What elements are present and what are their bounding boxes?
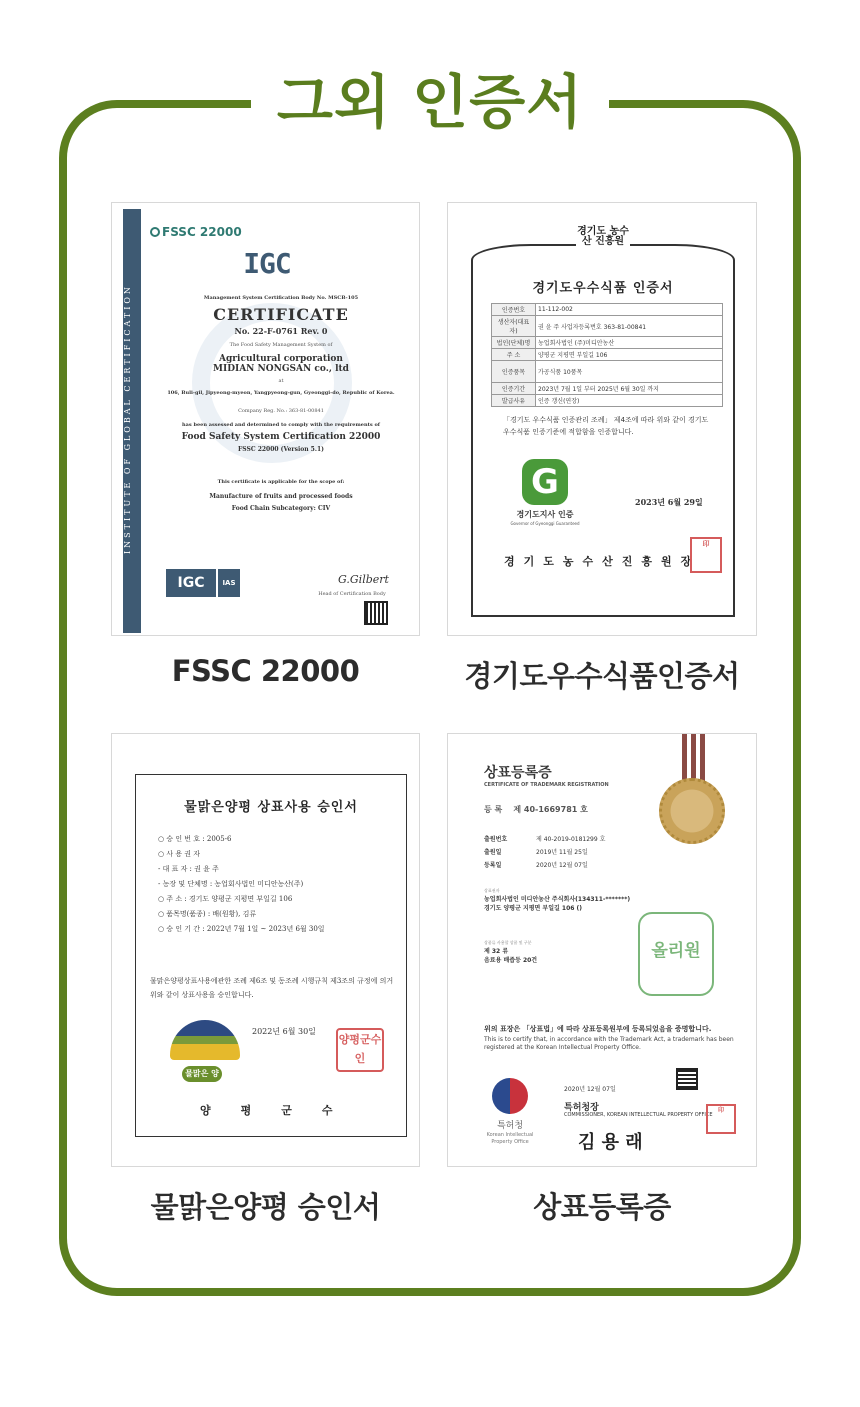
g-mark-sub: Governor of Gyeonggi Guaranteed	[510, 521, 580, 526]
subcategory: Food Chain Subcategory: CIV	[231, 505, 331, 512]
list-item: ○ 승 인 기 간 : 2022년 7월 1일 ~ 2023년 6월 30일	[158, 925, 325, 933]
list-item: ○ 품목명(품종) : 배(원황), 김류	[158, 910, 257, 918]
doc-border	[135, 774, 407, 1137]
caption-gyeonggi: 경기도우수식품인증서	[464, 659, 740, 693]
list-item: ○ 승 인 번 호 : 2005-6	[158, 835, 232, 843]
kipo-label: 특허청	[496, 1121, 524, 1131]
goods-info: 상품류 사용할 상품 및 구분 제 32 류 음료용 배즙등 20건	[484, 940, 538, 964]
list-item: ○ 사 용 권 자	[158, 850, 201, 858]
table-row: 법인(단체)명 농업회사법인 (주)미디안농산	[492, 337, 723, 349]
org-line-1: Agricultural corporation	[219, 354, 343, 364]
sign-title: Head of Certification Body	[318, 591, 386, 597]
official-stamp: 양평군수인	[336, 1028, 384, 1072]
list-item: ○ 주 소 : 경기도 양평군 지평면 부일길 106	[158, 895, 293, 903]
statement: 위의 표장은 「상표법」에 따라 상표등록원부에 등록되었음을 증명합니다.	[484, 1025, 712, 1033]
gold-seal-icon	[659, 778, 725, 844]
info-row: 등록일 2020년 12월 07일	[484, 862, 588, 869]
issuer-name: 양평군수	[200, 1104, 363, 1117]
igc-badge: IGC	[166, 569, 216, 597]
certificate-image-fssc	[111, 202, 420, 636]
certificate-image-gyeonggi	[447, 202, 757, 636]
office-title-en: COMMISSIONER, KOREAN INTELLECTUAL PROPERTY OFFICE	[564, 1112, 713, 1118]
body-line: Management System Certification Body No. MSCB-105	[203, 295, 359, 301]
official-stamp-icon: 印	[690, 537, 722, 573]
cert-intro: The Food Safety Management System of	[229, 342, 333, 348]
office-title: 특허청장	[564, 1103, 599, 1113]
caption-trademark: 상표등록증	[533, 1190, 671, 1224]
g-mark-label: 경기도지사 인증	[516, 510, 574, 519]
emblem-label: 물맑은 양평	[182, 1066, 222, 1082]
assessed-text: has been assessed and determined to comply with the requirements of	[182, 422, 380, 428]
table-row: 인증기간 2023년 7월 1일 부터 2025년 6월 30일 까지	[492, 383, 723, 395]
standard-name: Food Safety System Certification 22000	[181, 432, 381, 442]
info-row: 출원일 2019년 11월 25일	[484, 849, 588, 856]
reg-number: Company Reg. No.: 363-81-00841	[238, 408, 324, 414]
org-line-2: MIDIAN NONGSAN co., ltd	[213, 364, 349, 374]
list-item: - 농장 및 단체명 : 농업회사법인 미디안농산(주)	[158, 880, 304, 888]
standard-version: FSSC 22000 (Version 5.1)	[238, 446, 324, 453]
scope-intro: This certificate is applicable for the scope of:	[217, 479, 345, 485]
page-title: 그외 인증서	[251, 62, 609, 142]
table-row: 생산자(대표자) 권 윤 주 사업자등록번호 363-81-00841	[492, 316, 723, 337]
signature: G.Gilbert	[338, 573, 389, 586]
scope-text: Manufacture of fruits and processed foods	[209, 493, 353, 500]
at-text: at	[278, 378, 284, 384]
caption-yangpyeong: 물맑은양평 승인서	[150, 1190, 381, 1224]
table-row: 주 소 양평군 지평면 부일길 106	[492, 349, 723, 361]
ias-badge: IAS	[218, 569, 240, 597]
issue-date: 2020년 12월 07일	[564, 1086, 616, 1093]
doc-heading: 경기도우수식품 인증서	[532, 281, 674, 296]
certificate-image-trademark	[447, 733, 757, 1167]
official-stamp-icon: 印	[706, 1104, 736, 1134]
doc-heading: 상표등록증	[484, 765, 552, 781]
table-row: 인증품목 가공식품 10품목	[492, 361, 723, 383]
igc-logo: IGC	[243, 247, 291, 280]
cert-number: No. 22-F-0761 Rev. 0	[234, 326, 328, 336]
address: 106, Buli-gil, Jipyeong-myeon, Yangpyeong-gun, Gyeonggi-do, Republic of Korea.	[167, 390, 395, 396]
kipo-sub: Korean Intellectual Property Office	[486, 1132, 534, 1145]
trademark-logo: 올리원	[651, 941, 701, 961]
caption-fssc: FSSC 22000	[171, 654, 360, 688]
doc-body: 물맑은양평상표사용에관한 조례 제6조 및 동조례 시행규칙 제3조의 규정에 의거 위와 같이 상표사용을 승인합니다.	[150, 977, 394, 999]
issue-date: 2023년 6월 29일	[635, 497, 703, 507]
fssc-logo: FSSC 22000	[150, 225, 242, 239]
qr-code-icon	[364, 601, 388, 625]
signature: 김 용 래	[578, 1132, 643, 1153]
statement-en: This is to certify that, in accordance with the Trademark Act, a trademark has been registered at the Korean Intellectual Property Office.	[484, 1036, 734, 1051]
doc-heading: 물맑은양평 상표사용 승인서	[184, 800, 358, 815]
table-row: 인증번호 11-112-002	[492, 304, 723, 316]
item-list	[158, 832, 398, 937]
info-table	[491, 303, 723, 407]
cert-heading: CERTIFICATE	[213, 305, 349, 324]
certificate-image-yangpyeong	[111, 733, 420, 1167]
issuer-logo: 경기도 농수산 진흥원	[577, 226, 629, 247]
issuer-name: 경기도농수산진흥원장	[504, 555, 701, 568]
side-bar-text: INSTITUTE OF GLOBAL CERTIFICATION	[123, 209, 141, 633]
info-row: 출원번호 제 40-2019-0181299 호	[484, 836, 606, 843]
kipo-logo-icon	[492, 1078, 528, 1114]
registration-number: 등 록 제 40-1669781 호	[484, 805, 588, 814]
issue-date: 2022년 6월 30일	[252, 1027, 316, 1036]
doc-heading-en: CERTIFICATE OF TRADEMARK REGISTRATION	[484, 782, 609, 788]
g-mark-icon: G	[522, 459, 568, 505]
owner-info: 상표권자 농업회사법인 미디안농산 주식회사(134311-*******) 경기도 양평군 지평면 부일길 106 ()	[484, 888, 631, 912]
list-item: - 대 표 자 : 권 윤 주	[158, 865, 219, 873]
section-header	[0, 62, 860, 142]
qr-code-icon	[676, 1068, 698, 1090]
table-row: 발급사유 인증 갱신(연장)	[492, 395, 723, 407]
doc-body: 「경기도 우수식품 인증관리 조례」 제4조에 따라 위와 같이 경기도우수식품 인증기준에 적합함을 인증합니다.	[503, 416, 709, 436]
